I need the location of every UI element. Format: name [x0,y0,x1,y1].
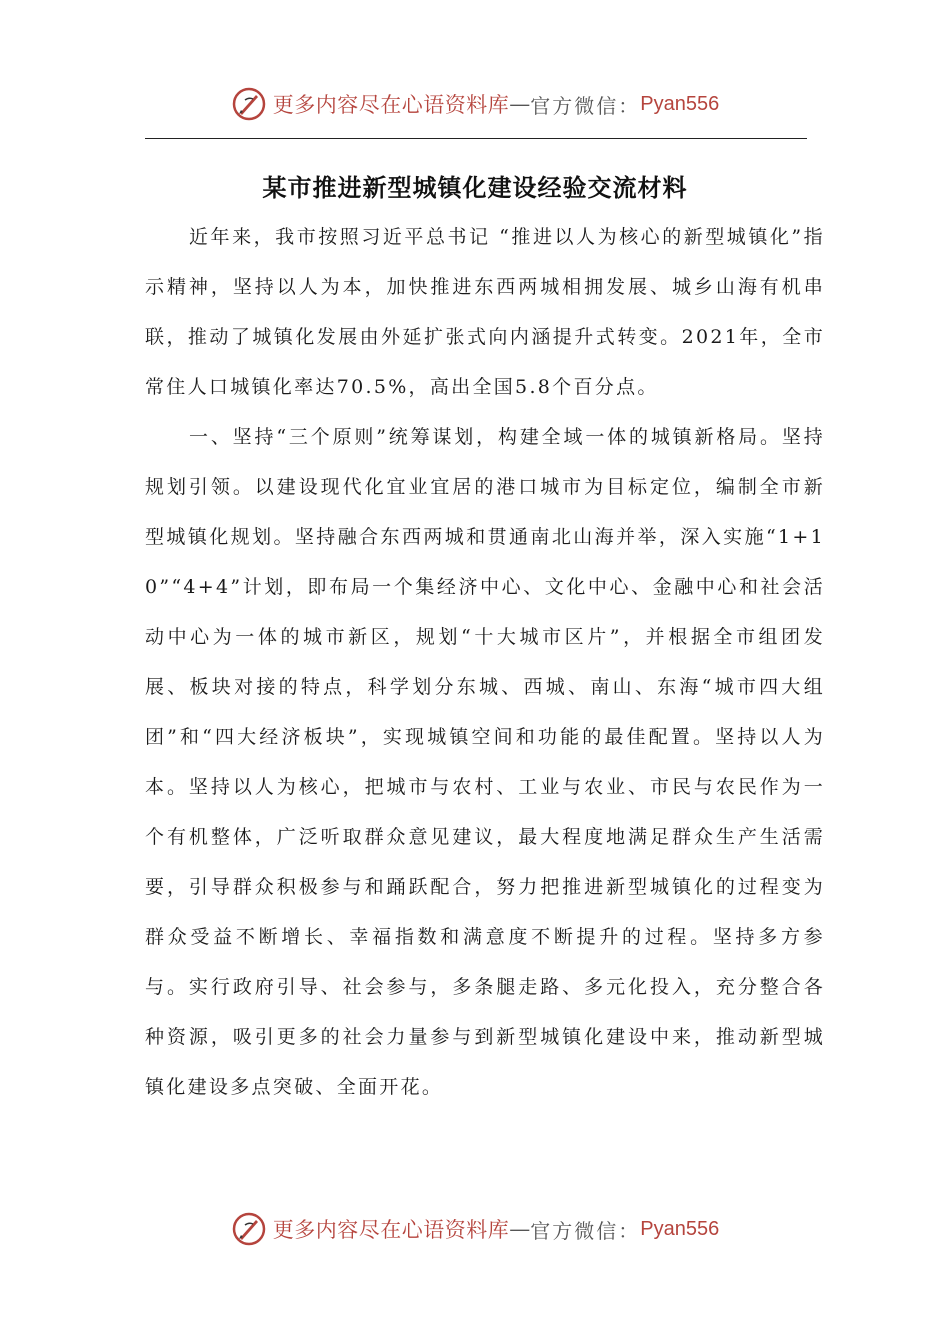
header-banner [0,84,950,124]
banner-contact-id: Pyan556 [640,1217,720,1240]
banner-contact-label: 官方微信： [530,93,641,118]
paragraph-section-one: 一、坚持“三个原则”统筹谋划，构建全域一体的城镇新格局。坚持规划引领。以建设现代化宜业宜居的港口城市为目标定位，编制全市新型城镇化规划。坚持融合东西两城和贯通南北山海并举，深入实施“1+10”“4+4”计划，即布局一个集经济中心、文化中心、金融中心和社会活动中心为一体的城市新区，规划“十大城市区片”，并根据全市组团发展、板块对接的特点，科学划分东城、西城、南山、东海“城市四大组团”和“四大经济板块”，实现城镇空间和功能的最佳配置。坚持以人为本。坚持以人为核心，把城市与农村、工业与农业、市民与农民作为一个有机整体，广泛听取群众意见建议，最大程度地满足群众生产生活需要，引导群众积极参与和踊跃配合，努力把推进新型城镇化的过程变为群众受益不断增长、幸福指数和满意度不断提升的过程。坚持多方参与。实行政府引导、社会参与，多条腿走路、多元化投入，充分整合各种资源，吸引更多的社会力量参与到新型城镇化建设中来，推动新型城镇化建设多点突破、全面开花。 [145,426,825,1098]
banner-contact-id: Pyan556 [640,92,720,115]
banner-text: 更多内容尽在心语资料库 [272,93,510,117]
banner-separator: — [509,1217,531,1241]
quill-logo-icon [231,86,267,122]
banner-text: 更多内容尽在心语资料库 [272,1218,510,1242]
document-title: 某市推进新型城镇化建设经验交流材料 [262,174,688,202]
banner-separator: — [509,92,531,116]
banner-contact-label: 官方微信： [530,1218,641,1243]
footer-banner [0,1209,950,1249]
paragraph-intro: 近年来，我市按照习近平总书记 “推进以人为核心的新型城镇化”指示精神，坚持以人为本，加快推进东西两城相拥发展、城乡山海有机串联，推动了城镇化发展由外延扩张式向内涵提升式转变。2021年，全市常住人口城镇化率达70.5%，高出全国5.8个百分点。 [145,226,825,398]
quill-logo-icon [231,1211,267,1247]
document-body [145,212,825,1112]
header-divider [145,138,807,139]
